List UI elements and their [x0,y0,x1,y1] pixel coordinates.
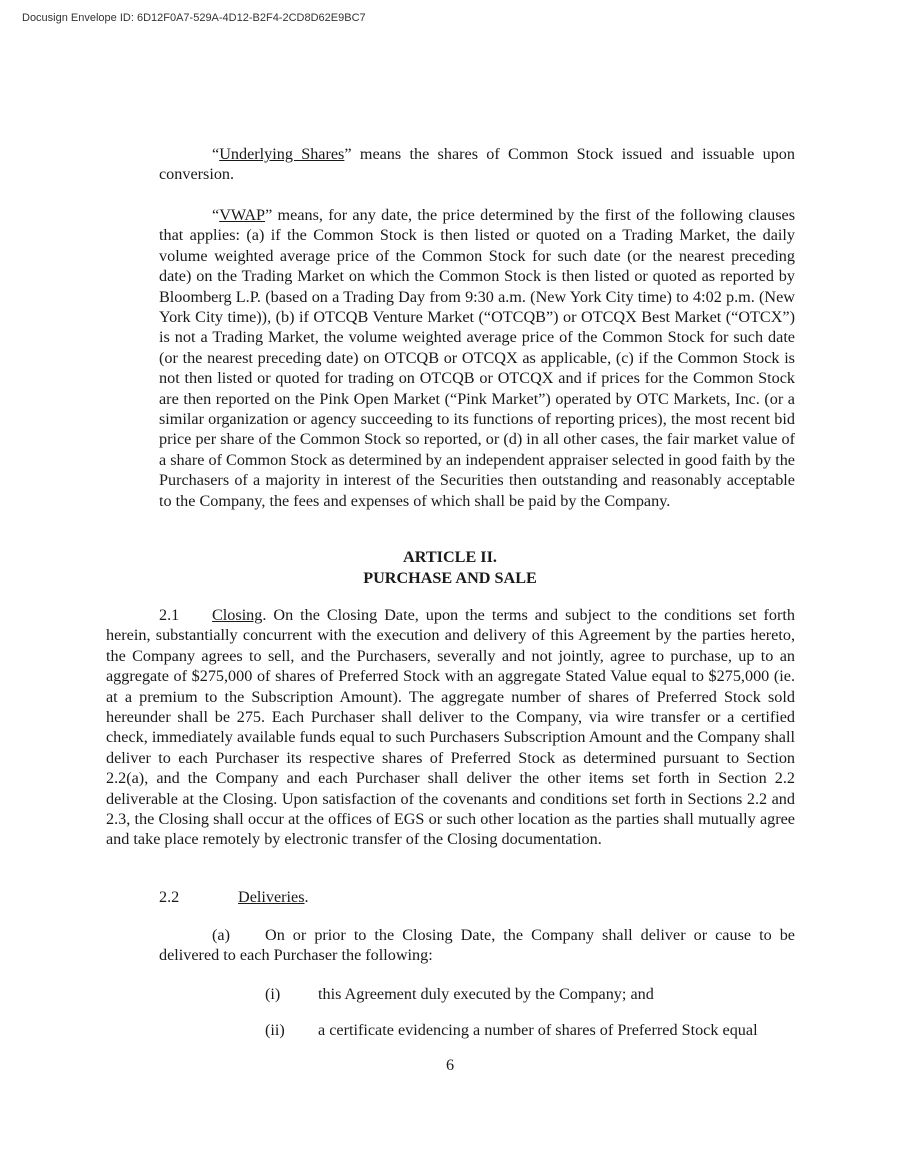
section-2-1 [106,605,795,850]
definition-underlying-shares [159,144,795,185]
open-quote: “ [212,206,220,224]
envelope-id: Docusign Envelope ID: 6D12F0A7-529A-4D12-B2F4-2CD8D62E9BC7 [22,12,366,24]
subsection-text: On or prior to the Closing Date, the Company shall deliver or cause to be delivered to each Purchaser the following: [159,926,795,965]
section-number: 2.1 [159,606,180,624]
section-2-2 [159,887,309,907]
item-text: this Agreement duly executed by the Company; and [318,985,654,1003]
defined-term: VWAP [219,206,266,224]
section-heading: Deliveries [238,888,305,906]
section-heading: Closing [212,606,263,624]
item-label: (i) [265,985,281,1003]
section-number: 2.2 [159,888,180,906]
article-title: PURCHASE AND SALE [363,569,537,587]
page-number: 6 [445,1056,455,1074]
list-item [265,984,654,1004]
defined-term: Underlying Shares [219,145,345,163]
item-label: (ii) [265,1021,285,1039]
article-number: ARTICLE II. [403,548,497,566]
section-body: . On the Closing Date, upon the terms and subject to the conditions set forth herein, substantially concurrent with the execution and delivery of this Agreement by the parties hereto, the Company agrees to sell, and the Purchasers, severally and not jointly, agree to purchase, up to an aggregate of $275,000 of shares of Preferred Stock with an aggregate Stated Value equal to $275,000 (ie. at a premium to the Subscription Amount). The aggregate number of shares of Preferred Stock sold hereunder shall be 275. Each Purchaser shall deliver to the Company, via wire transfer or a certified check, immediately available funds equal to such Purchasers Subscription Amount and the Company shall deliver to each Purchaser its respective shares of Preferred Stock as determined pursuant to Section 2.2(a), and the Company and each Purchaser shall deliver the other items set forth in Section 2.2 deliverable at the Closing. Upon satisfaction of the covenants and conditions set forth in Sections 2.2 and 2.3, the Closing shall occur at the offices of EGS or such other location as the parties shall mutually agree and take place remotely by electronic transfer of the Closing documentation. [106,606,795,849]
list-item [265,1020,758,1040]
subsection-a [159,925,795,966]
definition-vwap [159,205,795,511]
definition-text: ” means, for any date, the price determined by the first of the following clauses that applies: (a) if the Common Stock is then listed or quoted on a Trading Market, the daily volume weighted average price of the Common Stock for such date (or the nearest preceding date) on the Trading Market on which the Common Stock is then listed or quoted as reported by Bloomberg L.P. (based on a Trading Day from 9:30 a.m. (New York City time) to 4:02 p.m. (New York City time)), (b) if OTCQB Venture Market (“OTCQB”) or OTCQX Best Market (“OTCX”) is not a Trading Market, the volume weighted average price of the Common Stock for such date (or the nearest preceding date) on OTCQB or OTCQX as applicable, (c) if the Common Stock is not then listed or quoted for trading on OTCQB or OTCQX and if prices for the Common Stock are then reported on the Pink Open Market (“Pink Market”) operated by OTC Markets, Inc. (or a similar organization or agency succeeding to its functions of reporting prices), the most recent bid price per share of the Common Stock so reported, or (d) in all other cases, the fair market value of a share of Common Stock as determined by an independent appraiser selected in good faith by the Purchasers of a majority in interest of the Securities then outstanding and reasonably acceptable to the Company, the fees and expenses of which shall be paid by the Company. [159,206,795,510]
period: . [304,888,309,906]
open-quote: “ [212,145,220,163]
item-text: a certificate evidencing a number of shares of Preferred Stock equal [318,1021,758,1039]
subsection-label: (a) [212,926,230,944]
definition-text: ” means the shares of Common Stock issued and issuable upon conversion. [159,145,795,184]
